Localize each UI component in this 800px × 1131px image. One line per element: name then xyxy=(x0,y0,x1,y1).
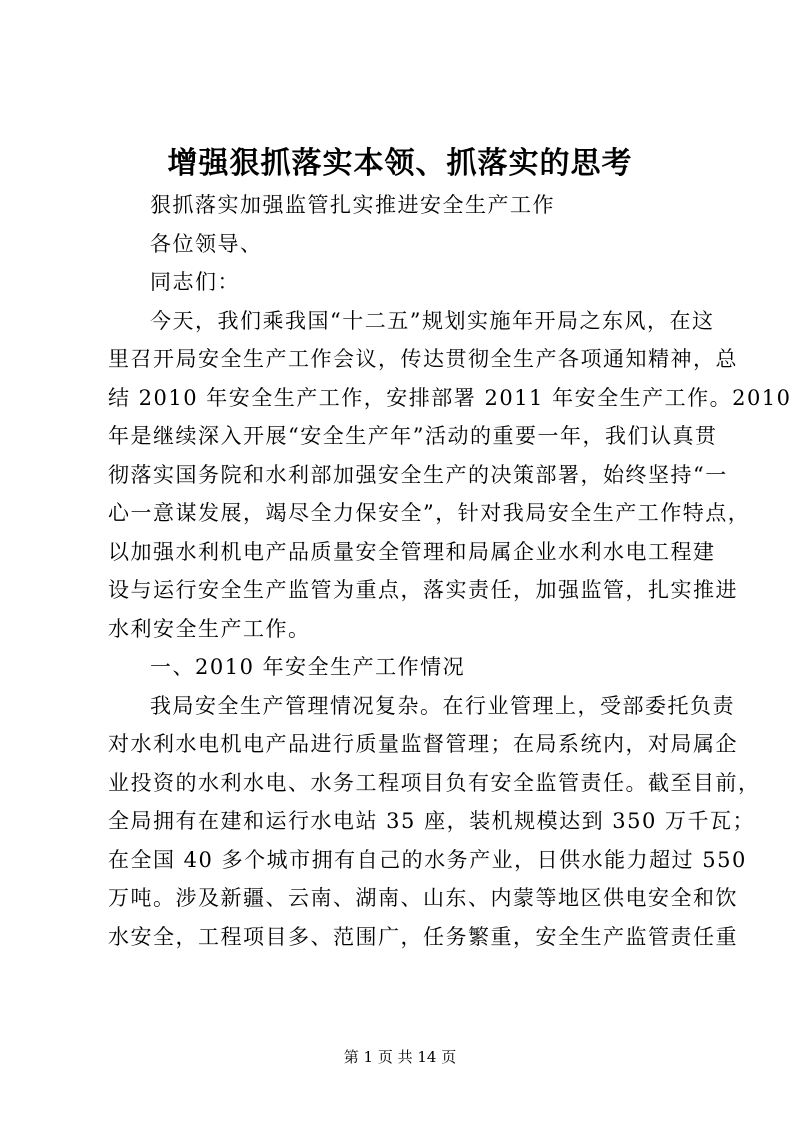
paragraph-line: 万吨。涉及新疆、云南、湖南、山东、内蒙等地区供电安全和饮 xyxy=(108,886,738,910)
paragraph-line: 全局拥有在建和运行水电站 35 座，装机规模达到 350 万千瓦； xyxy=(108,809,756,833)
section-heading: 一、2010 年安全生产工作情况 xyxy=(150,655,466,679)
paragraph-line: 心一意谋发展，竭尽全力保安全”，针对我局安全生产工作特点， xyxy=(108,501,751,525)
paragraph-line: 对水利水电机电产品进行质量监督管理；在局系统内，对局属企 xyxy=(108,732,738,756)
paragraph-line: 彻落实国务院和水利部加强安全生产的决策部署，始终坚持“一 xyxy=(108,462,728,487)
salutation-line-1: 各位领导、 xyxy=(150,231,263,256)
paragraph-line: 在全国 40 多个城市拥有自己的水务产业，日供水能力超过 550 xyxy=(108,847,747,872)
paragraph-line: 业投资的水利水电、水务工程项目负有安全监管责任。截至目前， xyxy=(108,770,761,795)
paragraph-line: 今天，我们乘我国“十二五”规划实施年开局之东风，在这 xyxy=(150,308,715,333)
paragraph-line: 设与运行安全生产监管为重点，落实责任，加强监管，扎实推进 xyxy=(108,578,738,602)
subtitle: 狠抓落实加强监管扎实推进安全生产工作 xyxy=(150,193,555,217)
paragraph-line: 我局安全生产管理情况复杂。在行业管理上，受部委托负责 xyxy=(150,693,735,718)
salutation-line-2: 同志们： xyxy=(150,270,240,294)
page-number-footer: 第 1 页 共 14 页 xyxy=(343,1048,457,1066)
paragraph-line: 结 2010 年安全生产工作，安排部署 2011 年安全生产工作。2010 xyxy=(108,385,792,410)
document-title: 增强狠抓落实本领、抓落实的思考 xyxy=(167,146,633,181)
document-body xyxy=(108,186,792,956)
paragraph-line: 水利安全生产工作。 xyxy=(108,616,311,641)
paragraph-line: 年是继续深入开展“安全生产年”活动的重要一年，我们认真贯 xyxy=(108,424,718,448)
paragraph-1 xyxy=(108,302,792,649)
paragraph-line: 里召开局安全生产工作会议，传达贯彻全生产各项通知精神，总 xyxy=(108,347,738,371)
paragraph-line: 水安全，工程项目多、范围广，任务繁重，安全生产监管责任重 xyxy=(108,924,738,949)
paragraph-2 xyxy=(108,687,761,957)
paragraph-line: 以加强水利机电产品质量安全管理和局属企业水利水电工程建 xyxy=(108,539,716,564)
